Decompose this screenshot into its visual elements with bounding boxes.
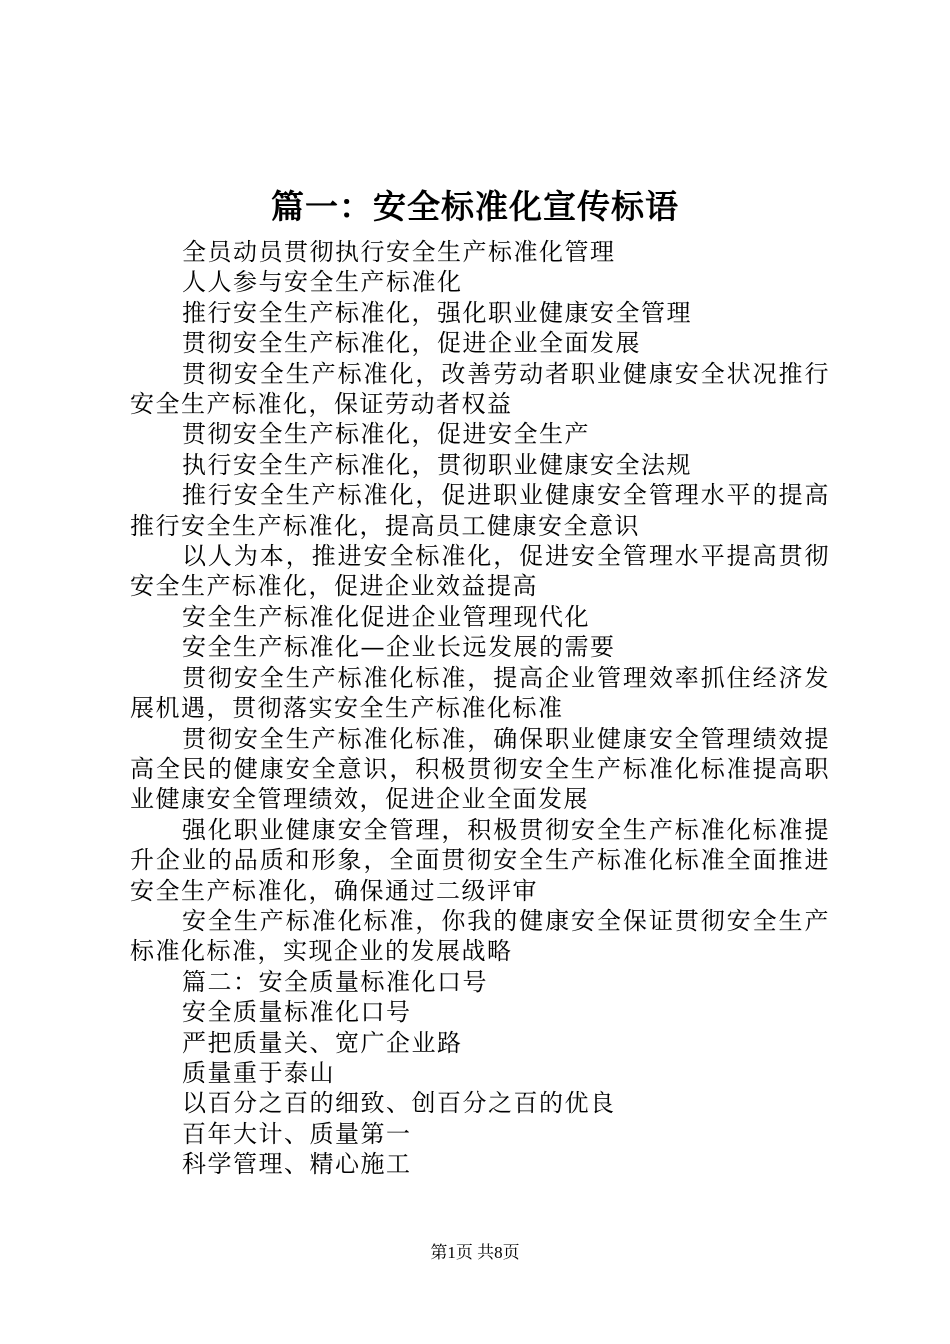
paragraph: 贯彻安全生产标准化，改善劳动者职业健康安全状况推行安全生产标准化，保证劳动者权益 bbox=[130, 359, 830, 419]
section-heading: 篇二：安全质量标准化口号 bbox=[182, 967, 488, 996]
paragraph: 以百分之百的细致、创百分之百的优良 bbox=[182, 1089, 616, 1118]
paragraph: 执行安全生产标准化，贯彻职业健康安全法规 bbox=[182, 450, 692, 479]
paragraph: 强化职业健康安全管理，积极贯彻安全生产标准化标准提升企业的品质和形象，全面贯彻安全生产标准化标准全面推进安全生产标准化，确保通过二级评审 bbox=[130, 815, 830, 905]
page-number-footer: 第1页 共8页 bbox=[430, 1243, 520, 1262]
paragraph: 以人为本，推进安全标准化，促进安全管理水平提高贯彻安全生产标准化，促进企业效益提高 bbox=[130, 542, 830, 601]
paragraph: 全员动员贯彻执行安全生产标准化管理 bbox=[182, 238, 616, 266]
paragraph: 贯彻安全生产标准化，促进企业全面发展 bbox=[182, 329, 641, 358]
document-body bbox=[130, 237, 830, 1180]
paragraph: 安全生产标准化—企业长远发展的需要 bbox=[182, 633, 616, 662]
paragraph: 人人参与安全生产标准化 bbox=[182, 268, 463, 297]
paragraph: 贯彻安全生产标准化标准，提高企业管理效率抓住经济发展机遇，贯彻落实安全生产标准化标准 bbox=[130, 663, 830, 723]
paragraph: 百年大计、质量第一 bbox=[182, 1119, 412, 1148]
paragraph: 贯彻安全生产标准化标准，确保职业健康安全管理绩效提高全民的健康安全意识，积极贯彻安全生产标准化标准提高职业健康安全管理绩效，促进企业全面发展 bbox=[130, 724, 830, 814]
paragraph: 推行安全生产标准化，促进职业健康安全管理水平的提高推行安全生产标准化，提高员工健康安全意识 bbox=[130, 481, 830, 540]
paragraph: 安全生产标准化标准，你我的健康安全保证贯彻安全生产标准化标准，实现企业的发展战略 bbox=[130, 906, 830, 966]
paragraph: 安全生产标准化促进企业管理现代化 bbox=[182, 602, 590, 631]
document-title: 篇一：安全标准化宣传标语 bbox=[271, 187, 679, 226]
paragraph: 严把质量关、宽广企业路 bbox=[182, 1028, 463, 1057]
paragraph: 质量重于泰山 bbox=[182, 1058, 335, 1087]
paragraph: 贯彻安全生产标准化，促进安全生产 bbox=[182, 420, 590, 449]
paragraph: 安全质量标准化口号 bbox=[182, 998, 412, 1027]
paragraph: 推行安全生产标准化，强化职业健康安全管理 bbox=[182, 298, 692, 327]
paragraph: 科学管理、精心施工 bbox=[182, 1150, 412, 1179]
